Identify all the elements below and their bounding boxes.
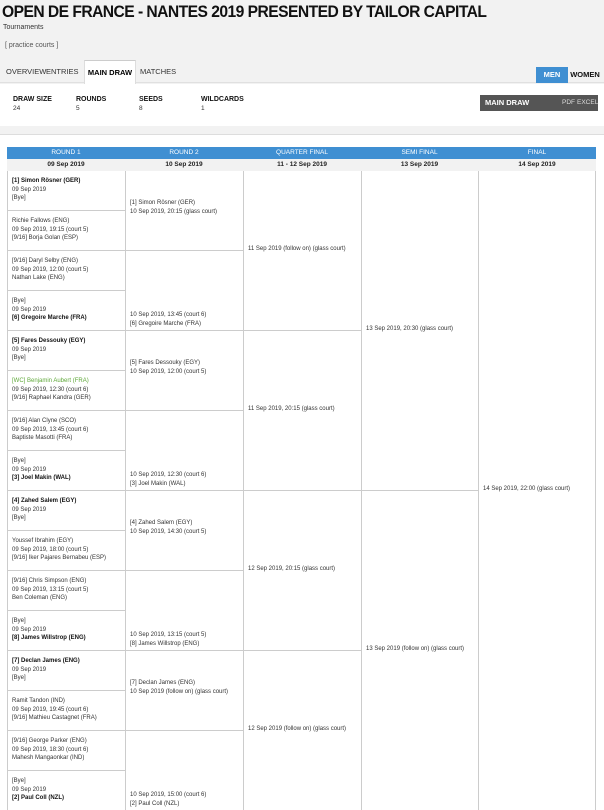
player-name[interactable]: [3] Joel Makin (WAL) — [130, 480, 186, 487]
r2-match — [126, 171, 243, 251]
match-date: 09 Sep 2019 — [12, 186, 47, 193]
seeds-value: 8 — [139, 105, 143, 112]
tab-overview[interactable]: OVERVIEW — [6, 67, 47, 76]
match-date: 09 Sep 2019 — [12, 666, 47, 673]
player-name[interactable]: Ben Coleman (ENG) — [12, 595, 68, 601]
r1-match — [8, 291, 125, 331]
practice-courts-link[interactable]: [ practice courts ] — [5, 42, 59, 49]
player-name[interactable]: [Bye] — [12, 515, 26, 521]
round-date-final: 14 Sep 2019 — [478, 159, 596, 171]
excel-export-link[interactable]: EXCEL — [577, 99, 599, 106]
match-date: 09 Sep 2019 — [12, 626, 47, 633]
round-date-semi-final: 13 Sep 2019 — [361, 159, 478, 171]
match-date: 09 Sep 2019 — [12, 346, 47, 353]
round-date-round-2: 10 Sep 2019 — [125, 159, 243, 171]
r2-match-text — [130, 791, 241, 808]
player-name[interactable]: Mahesh Mangaonkar (IND) — [12, 755, 85, 761]
match-date: 09 Sep 2019, 19:45 (court 6) — [12, 706, 89, 713]
pdf-export-link[interactable]: PDF — [562, 99, 575, 106]
r1-match — [8, 251, 125, 291]
r2-match — [126, 251, 243, 331]
player-name[interactable]: [2] Paul Coll (NZL) — [130, 800, 180, 807]
wildcards-label: WILDCARDS — [201, 96, 244, 103]
r1-match — [8, 171, 125, 211]
r1-match — [8, 451, 125, 491]
r1-match-text — [12, 497, 123, 523]
player-name[interactable]: [9/16] Chris Simpson (ENG) — [12, 578, 87, 584]
player-name[interactable]: [Bye] — [12, 618, 26, 624]
r2-match-text — [130, 471, 241, 488]
draw-bracket — [7, 147, 596, 810]
match-date: 09 Sep 2019 — [12, 466, 47, 473]
player-name[interactable]: [Bye] — [12, 355, 26, 361]
player-name[interactable]: [WC] Benjamin Aubert (FRA) — [12, 378, 89, 384]
r2-match-text — [130, 199, 241, 216]
r1-match-text — [12, 697, 123, 723]
match-date: 09 Sep 2019 — [12, 306, 47, 313]
match-date: 10 Sep 2019, 13:45 (court 6) — [130, 312, 207, 318]
r1-match — [8, 651, 125, 691]
export-box — [480, 95, 598, 111]
draw-column-final — [478, 171, 596, 810]
player-name[interactable]: [8] James Willstrop (ENG) — [130, 640, 200, 647]
men-toggle-button[interactable]: MEN — [536, 67, 568, 83]
player-name[interactable]: Baptiste Masotti (FRA) — [12, 435, 73, 441]
match-date: 09 Sep 2019, 13:15 (court 5) — [12, 586, 89, 593]
draw-column-quarter-final — [243, 171, 361, 810]
r2-match-text — [130, 311, 241, 328]
sf-match — [362, 171, 478, 491]
player-name[interactable]: [Bye] — [12, 298, 26, 304]
r1-match-text — [12, 577, 123, 603]
match-date: 09 Sep 2019, 12:30 (court 6) — [12, 386, 89, 393]
player-name[interactable]: Youssef Ibrahim (EGY) — [12, 538, 74, 544]
r2-match-text — [130, 359, 241, 376]
round-header-round-1: ROUND 1 — [7, 147, 125, 159]
r1-match-text — [12, 257, 123, 283]
qf-match — [244, 331, 361, 491]
round-header-round-2: ROUND 2 — [125, 147, 243, 159]
tab-entries[interactable]: ENTRIES — [46, 67, 79, 76]
player-name[interactable]: [Bye] — [12, 778, 26, 784]
player-name[interactable]: Richie Fallows (ENG) — [12, 218, 70, 224]
r1-match-text — [12, 337, 123, 363]
r1-match — [8, 371, 125, 411]
match-date: 10 Sep 2019, 12:00 (court 5) — [130, 368, 207, 375]
match-date: 12 Sep 2019, 20:15 (glass court) — [248, 566, 336, 572]
women-toggle-button[interactable]: WOMEN — [570, 70, 600, 79]
r1-match-text — [12, 417, 123, 443]
round-date-quarter-final: 11 - 12 Sep 2019 — [243, 159, 361, 171]
r1-match-text — [12, 537, 123, 563]
player-name[interactable]: [7] Declan James (ENG) — [12, 658, 80, 664]
r2-match — [126, 571, 243, 651]
player-name[interactable]: [3] Joel Makin (WAL) — [12, 475, 71, 481]
player-name[interactable]: [9/16] Iker Pajares Bernabeu (ESP) — [12, 555, 107, 561]
player-name[interactable]: [Bye] — [12, 195, 26, 201]
match-date: 10 Sep 2019, 13:15 (court 5) — [130, 632, 207, 638]
round-date-round-1: 09 Sep 2019 — [7, 159, 125, 171]
player-name[interactable]: [Bye] — [12, 675, 26, 681]
r2-match-text — [130, 519, 241, 536]
match-date: 10 Sep 2019 (follow on) (glass court) — [130, 688, 229, 695]
wildcards-value: 1 — [201, 105, 205, 112]
page-title: OPEN DE FRANCE - NANTES 2019 PRESENTED BY TAILOR CAPITAL — [2, 2, 487, 21]
r2-match — [126, 491, 243, 571]
breadcrumb[interactable]: Tournaments — [3, 24, 44, 31]
r1-match-text — [12, 377, 123, 403]
round-header-final: FINAL — [478, 147, 596, 159]
match-date: 10 Sep 2019, 15:00 (court 6) — [130, 792, 207, 798]
draw-size-label: DRAW SIZE — [13, 96, 52, 103]
export-label: MAIN DRAW — [485, 98, 530, 107]
final-match — [479, 171, 595, 810]
player-name[interactable]: [9/16] Mathieu Castagnet (FRA) — [12, 715, 97, 721]
r1-match-text — [12, 737, 123, 763]
player-name[interactable]: Ramit Tandon (IND) — [12, 698, 65, 704]
r1-match-text — [12, 217, 123, 243]
player-name[interactable]: [6] Gregoire Marche (FRA) — [130, 320, 202, 327]
r1-match-text — [12, 297, 123, 323]
r1-match — [8, 411, 125, 451]
r1-match — [8, 771, 125, 810]
match-date: 09 Sep 2019, 13:45 (court 6) — [12, 426, 89, 433]
r1-match — [8, 531, 125, 571]
r1-match — [8, 331, 125, 371]
r2-match-text — [130, 679, 241, 696]
r1-match-text — [12, 617, 123, 643]
r1-match-text — [12, 457, 123, 483]
player-name[interactable]: [5] Fares Dessouky (EGY) — [12, 338, 86, 344]
player-name[interactable]: [Bye] — [12, 458, 26, 464]
draw-column-round-1 — [7, 171, 125, 810]
qf-match — [244, 651, 361, 810]
draw-column-semi-final — [361, 171, 478, 810]
seeds-label: SEEDS — [139, 96, 163, 103]
r1-match-text — [12, 777, 123, 803]
round-header-quarter-final: QUARTER FINAL — [243, 147, 361, 159]
draw-panel — [0, 134, 604, 810]
player-name[interactable]: [9/16] George Parker (ENG) — [12, 738, 87, 744]
player-name[interactable]: [1] Simon Rösner (GER) — [130, 200, 196, 206]
r2-match — [126, 731, 243, 810]
player-name[interactable]: [6] Gregoire Marche (FRA) — [12, 315, 87, 321]
r1-match — [8, 691, 125, 731]
match-date: 10 Sep 2019, 20:15 (glass court) — [130, 208, 218, 215]
r2-match — [126, 651, 243, 731]
draw-column-round-2 — [125, 171, 243, 810]
match-date: 09 Sep 2019 — [12, 506, 47, 513]
tab-matches[interactable]: MATCHES — [140, 67, 177, 76]
player-name[interactable]: [9/16] Raphael Kandra (GER) — [12, 395, 91, 401]
match-date: 09 Sep 2019 — [12, 786, 47, 793]
player-name[interactable]: [4] Zahed Salem (EGY) — [12, 498, 77, 504]
player-name[interactable]: [8] James Willstrop (ENG) — [12, 635, 86, 641]
player-name[interactable]: [4] Zahed Salem (EGY) — [130, 520, 193, 526]
r2-match-text — [130, 631, 241, 648]
match-date: 10 Sep 2019, 12:30 (court 6) — [130, 472, 207, 478]
qf-match — [244, 491, 361, 651]
player-name[interactable]: [2] Paul Coll (NZL) — [12, 795, 64, 801]
r1-match — [8, 211, 125, 251]
player-name[interactable]: [9/16] Borja Golan (ESP) — [12, 235, 79, 241]
r1-match — [8, 571, 125, 611]
r1-match — [8, 611, 125, 651]
match-date: 09 Sep 2019, 19:15 (court 5) — [12, 226, 89, 233]
match-date: 11 Sep 2019 (follow on) (glass court) — [248, 246, 346, 252]
r2-match — [126, 331, 243, 411]
tab-bar — [0, 60, 604, 83]
match-date: 09 Sep 2019, 12:00 (court 5) — [12, 266, 89, 273]
rounds-label: ROUNDS — [76, 96, 107, 103]
player-name[interactable]: [9/16] Alan Clyne (SCO) — [12, 418, 77, 424]
player-name[interactable]: Nathan Lake (ENG) — [12, 275, 65, 281]
r1-match-text — [12, 177, 123, 203]
round-header-semi-final: SEMI FINAL — [361, 147, 478, 159]
r1-match-text — [12, 657, 123, 683]
match-date: 13 Sep 2019 (follow on) (glass court) — [366, 646, 465, 652]
qf-match — [244, 171, 361, 331]
match-date: 14 Sep 2019, 22:00 (glass court) — [483, 486, 571, 492]
player-name[interactable]: [9/16] Daryl Selby (ENG) — [12, 258, 79, 264]
r2-match — [126, 411, 243, 491]
match-date: 09 Sep 2019, 18:00 (court 5) — [12, 546, 89, 553]
player-name[interactable]: [5] Fares Dessouky (EGY) — [130, 360, 201, 366]
match-date: 09 Sep 2019, 18:30 (court 6) — [12, 746, 89, 753]
match-date: 12 Sep 2019 (follow on) (glass court) — [248, 726, 347, 732]
r1-match — [8, 491, 125, 531]
tab-main-draw[interactable]: MAIN DRAW — [84, 60, 136, 84]
match-date: 13 Sep 2019, 20:30 (glass court) — [366, 326, 454, 332]
rounds-value: 5 — [76, 105, 80, 112]
match-date: 10 Sep 2019, 14:30 (court 5) — [130, 528, 207, 535]
match-date: 11 Sep 2019, 20:15 (glass court) — [248, 406, 335, 412]
draw-size-value: 24 — [13, 105, 21, 112]
r1-match — [8, 731, 125, 771]
sf-match — [362, 491, 478, 810]
player-name[interactable]: [7] Declan James (ENG) — [130, 680, 196, 686]
player-name[interactable]: [1] Simon Rösner (GER) — [12, 178, 81, 184]
